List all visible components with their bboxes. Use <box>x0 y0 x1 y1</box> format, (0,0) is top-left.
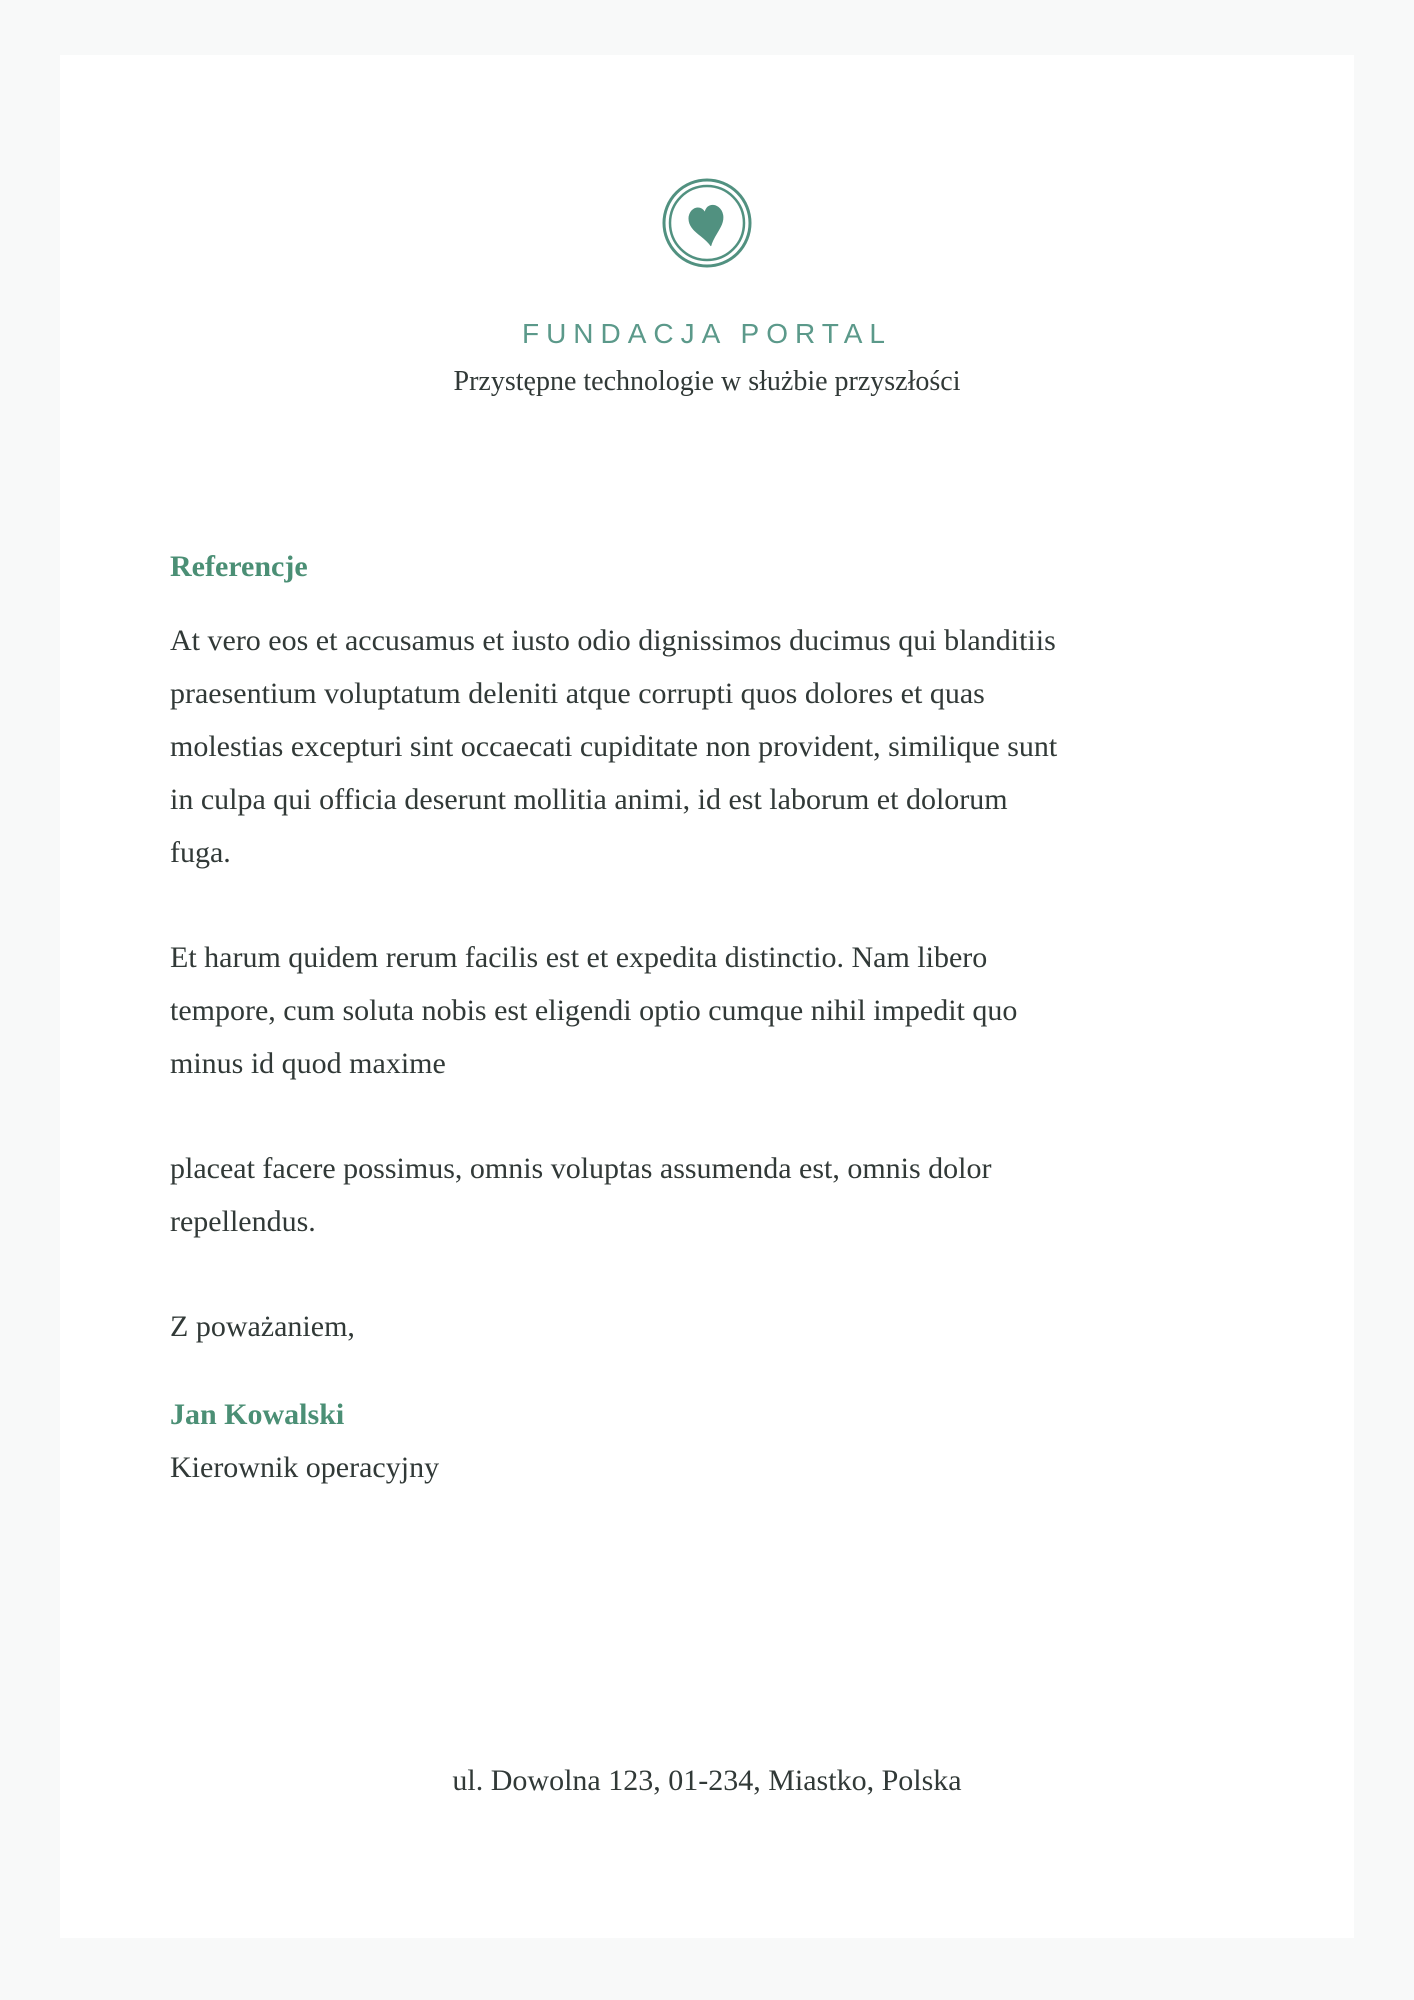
signature-block <box>170 1388 1070 1494</box>
letter-paragraph: Et harum quidem rerum facilis est et expedita distinctio. Nam libero tempore, cum soluta nobis est eligendi optio cumque nihil impedit quo minus id quod maxime <box>170 941 1018 1080</box>
letter-page <box>60 55 1354 1938</box>
signature-title: Kierownik operacyjny <box>170 1451 440 1484</box>
closing-line: Z poważaniem, <box>170 1310 355 1343</box>
letter-body <box>170 398 1070 1494</box>
footer-address: ul. Dowolna 123, 01-234, Miastko, Polska <box>452 1764 962 1797</box>
org-tagline: Przystępne technologie w służbie przyszłości <box>453 366 961 397</box>
org-name: FUNDACJA PORTAL <box>521 318 892 349</box>
letter-paragraph: placeat facere possimus, omnis voluptas assumenda est, omnis dolor repellendus. <box>170 1152 992 1238</box>
letter-heading: Referencje <box>170 550 308 583</box>
letterhead <box>170 177 1244 398</box>
heart-logo-icon <box>661 177 753 269</box>
signature-name: Jan Kowalski <box>170 1398 345 1431</box>
letter-paragraph: At vero eos et accusamus et iusto odio dignissimos ducimus qui blanditiis praesentium voluptatum deleniti atque corrupti quos dolores et quas molestias excepturi sint occaecati cupiditate non provident, similique sunt in culpa qui officia deserunt mollitia animi, id est laborum et dolorum fuga. <box>170 624 1058 869</box>
